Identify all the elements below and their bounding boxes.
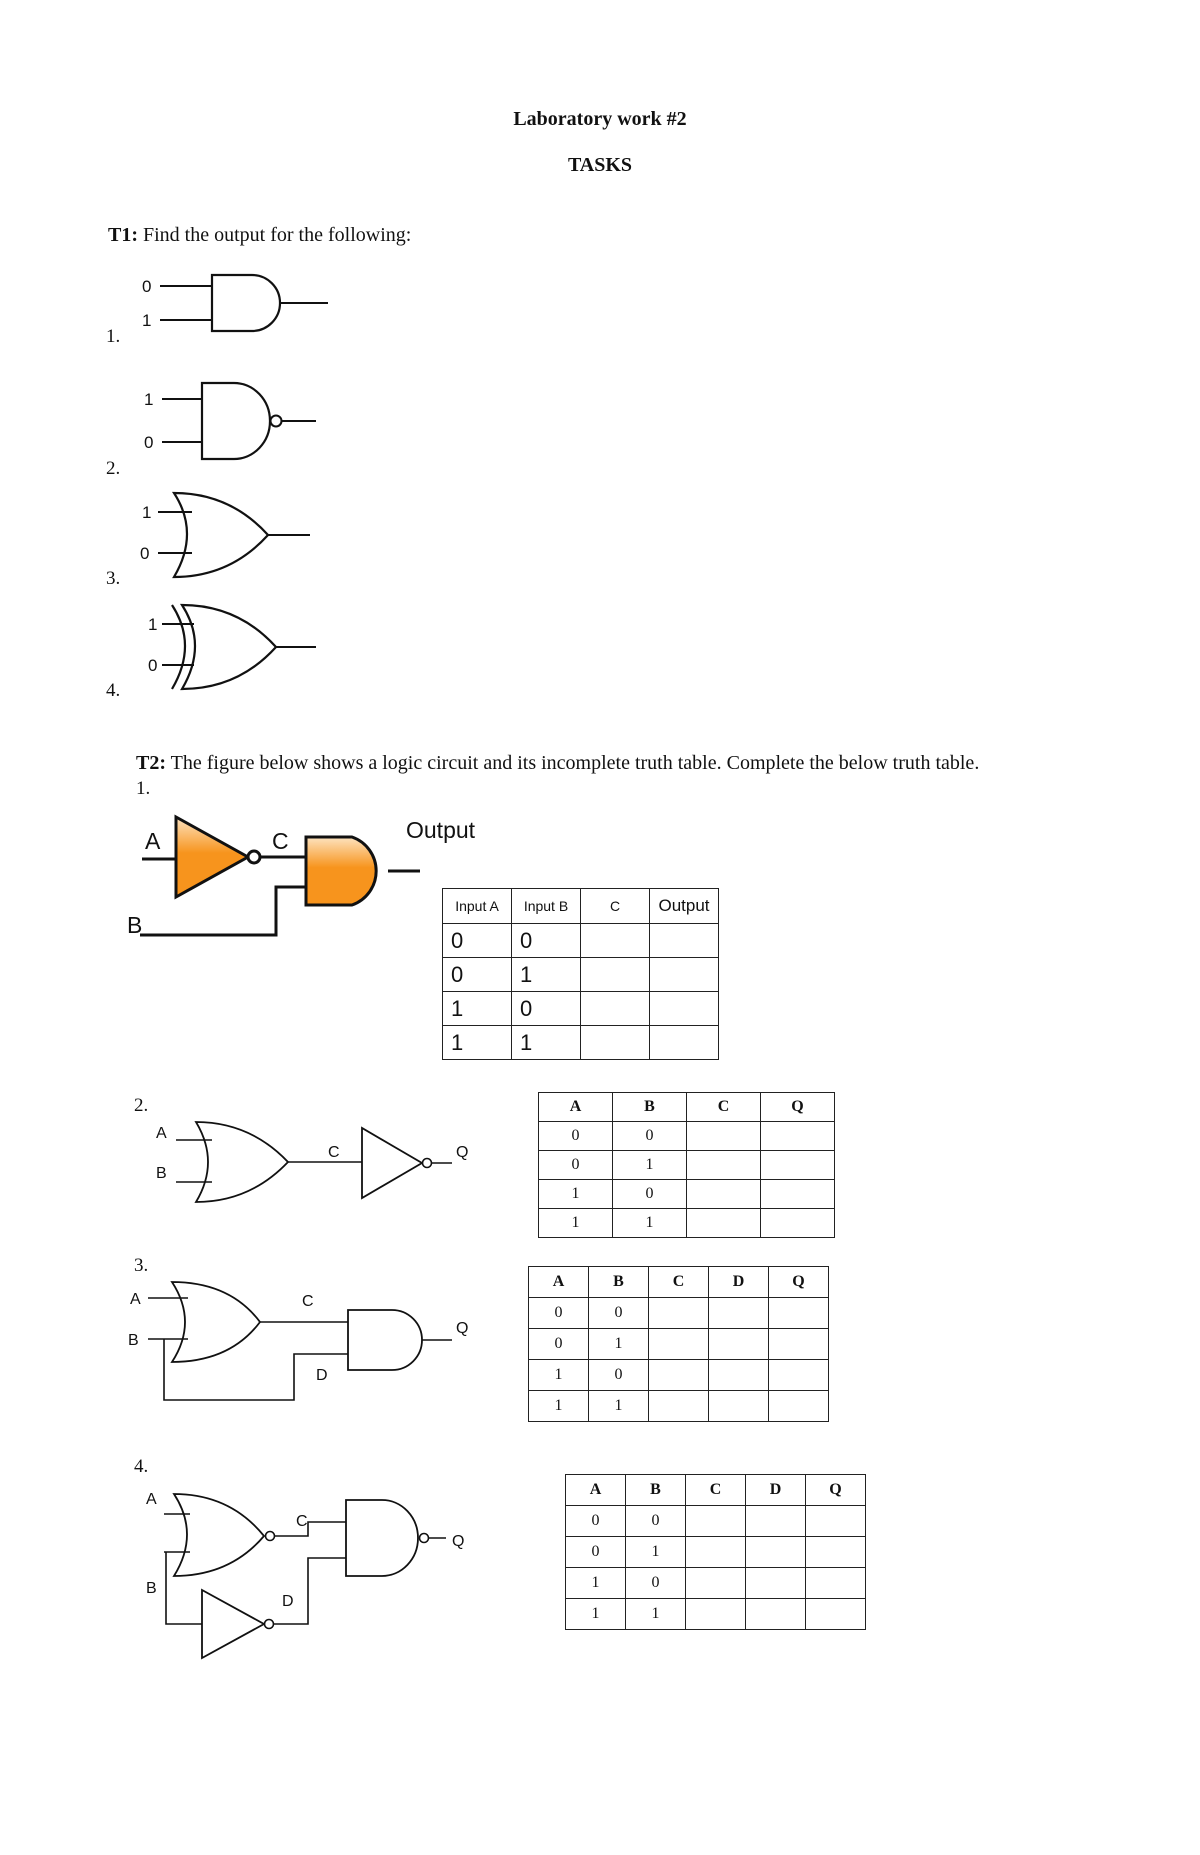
node-c-label: C: [302, 1293, 314, 1310]
table-cell: 0: [589, 1360, 649, 1391]
output-q-label: Q: [452, 1533, 465, 1550]
input-a-label: A: [156, 1125, 167, 1142]
page-title: Laboratory work #2: [513, 108, 687, 130]
answer-cell[interactable]: [769, 1329, 829, 1360]
answer-cell[interactable]: [761, 1151, 835, 1180]
answer-cell[interactable]: [761, 1209, 835, 1238]
t1-item-number: 4.: [106, 680, 121, 701]
answer-cell[interactable]: [687, 1180, 761, 1209]
and-gate-diagram: [130, 265, 340, 350]
input-a-label: A: [145, 828, 161, 854]
table-row: [539, 1122, 835, 1151]
truth-table-2: [538, 1092, 835, 1238]
xor-gate-diagram: [130, 597, 330, 697]
answer-cell[interactable]: [709, 1298, 769, 1329]
answer-cell[interactable]: [761, 1180, 835, 1209]
t2-text: The figure below shows a logic circuit and its incomplete truth table. Complete the below truth table.: [170, 752, 980, 774]
answer-cell[interactable]: [761, 1122, 835, 1151]
answer-cell[interactable]: [746, 1537, 806, 1568]
table-cell: 1: [626, 1537, 686, 1568]
gate-input-1: 0: [142, 277, 152, 296]
answer-cell[interactable]: [769, 1391, 829, 1422]
answer-cell[interactable]: [709, 1360, 769, 1391]
page-subtitle: TASKS: [567, 154, 633, 176]
answer-cell[interactable]: [581, 1026, 650, 1060]
nor-gate-symbol: [174, 1494, 264, 1576]
truth-table-4: [565, 1474, 866, 1630]
t1-label: T1:: [108, 224, 138, 246]
answer-cell[interactable]: [687, 1209, 761, 1238]
input-b-label: B: [128, 1332, 139, 1349]
answer-cell[interactable]: [649, 1391, 709, 1422]
table-header: Q: [761, 1093, 835, 1122]
table-header: C: [649, 1267, 709, 1298]
table-header: B: [589, 1267, 649, 1298]
answer-cell[interactable]: [769, 1360, 829, 1391]
node-c-label: C: [296, 1513, 308, 1530]
t2-item-number: 4.: [134, 1456, 149, 1477]
table-header: A: [539, 1093, 613, 1122]
table-cell: 0: [626, 1568, 686, 1599]
t2-item-number: 1.: [136, 778, 151, 799]
gate-input-1: 1: [148, 615, 158, 634]
table-cell: 1: [566, 1568, 626, 1599]
table-row: [529, 1329, 829, 1360]
answer-cell[interactable]: [709, 1391, 769, 1422]
and-gate-symbol: [348, 1310, 422, 1370]
output-label: Output: [406, 817, 476, 843]
table-cell: 0: [589, 1298, 649, 1329]
table-header: B: [613, 1093, 687, 1122]
t1-text: Find the output for the following:: [143, 224, 412, 246]
table-header: D: [709, 1267, 769, 1298]
input-b-label: B: [146, 1580, 157, 1597]
answer-cell[interactable]: [649, 1298, 709, 1329]
and-gate-symbol: [212, 275, 280, 331]
not-gate-symbol: [176, 817, 248, 897]
node-d-label: D: [282, 1593, 294, 1610]
gate-input-2: 1: [142, 311, 152, 330]
answer-cell[interactable]: [650, 992, 719, 1026]
t2-label: T2:: [136, 752, 166, 774]
table-cell: 0: [529, 1329, 589, 1360]
table-row: [443, 924, 719, 958]
table-header: C: [687, 1093, 761, 1122]
table-row: [566, 1599, 866, 1630]
table-cell: 1: [613, 1151, 687, 1180]
output-q-label: Q: [456, 1144, 469, 1161]
table-row: [566, 1537, 866, 1568]
answer-cell[interactable]: [686, 1568, 746, 1599]
table-header: Input B: [512, 889, 581, 924]
table-row: [443, 958, 719, 992]
circuit-2-diagram: [140, 1110, 480, 1210]
inversion-bubble-icon: [265, 1620, 274, 1629]
answer-cell[interactable]: [806, 1568, 866, 1599]
table-header: Q: [806, 1475, 866, 1506]
truth-table-3: [528, 1266, 829, 1422]
answer-cell[interactable]: [746, 1599, 806, 1630]
node-c-label: C: [328, 1144, 340, 1161]
nand-gate-symbol: [346, 1500, 418, 1576]
nand-gate-diagram: [130, 375, 330, 475]
table-header: B: [626, 1475, 686, 1506]
answer-cell[interactable]: [687, 1151, 761, 1180]
circuit-4-diagram: [130, 1480, 480, 1670]
table-cell: 0: [613, 1122, 687, 1151]
table-header: C: [686, 1475, 746, 1506]
table-cell: 0: [626, 1506, 686, 1537]
inversion-bubble-icon: [266, 1532, 275, 1541]
gate-input-1: 1: [144, 390, 154, 409]
table-header: Output: [650, 889, 719, 924]
answer-cell[interactable]: [649, 1360, 709, 1391]
node-d-label: D: [316, 1367, 328, 1384]
table-row: [529, 1391, 829, 1422]
answer-cell[interactable]: [649, 1329, 709, 1360]
gate-input-1: 1: [142, 503, 152, 522]
t2-item-number: 3.: [134, 1255, 149, 1276]
t2-item-number: 2.: [134, 1095, 149, 1116]
answer-cell[interactable]: [806, 1537, 866, 1568]
answer-cell[interactable]: [746, 1506, 806, 1537]
table-cell: 0: [529, 1298, 589, 1329]
gate-input-2: 0: [144, 433, 154, 452]
table-row: [566, 1506, 866, 1537]
t1-item-number: 1.: [106, 326, 121, 347]
truth-table-1: [442, 888, 719, 1060]
table-row: [539, 1151, 835, 1180]
table-cell: 0: [566, 1537, 626, 1568]
table-cell: 0: [539, 1151, 613, 1180]
answer-cell[interactable]: [769, 1298, 829, 1329]
answer-cell[interactable]: [806, 1506, 866, 1537]
table-header: Input A: [443, 889, 512, 924]
answer-cell[interactable]: [686, 1506, 746, 1537]
and-gate-symbol: [306, 837, 376, 905]
table-cell: 0: [443, 924, 512, 958]
t1-item-number: 3.: [106, 568, 121, 589]
answer-cell[interactable]: [650, 958, 719, 992]
table-row: [566, 1568, 866, 1599]
t1-item-number: 2.: [106, 458, 121, 479]
table-cell: 1: [626, 1599, 686, 1630]
answer-cell[interactable]: [686, 1599, 746, 1630]
inversion-bubble-icon: [423, 1159, 432, 1168]
answer-cell[interactable]: [650, 1026, 719, 1060]
answer-cell[interactable]: [581, 992, 650, 1026]
table-row: [539, 1209, 835, 1238]
table-cell: 1: [589, 1329, 649, 1360]
table-cell: 0: [512, 992, 581, 1026]
table-header: C: [581, 889, 650, 924]
answer-cell[interactable]: [746, 1568, 806, 1599]
table-cell: 0: [613, 1180, 687, 1209]
table-cell: 1: [539, 1209, 613, 1238]
table-row: [529, 1360, 829, 1391]
answer-cell[interactable]: [581, 958, 650, 992]
t2-heading: [136, 752, 979, 775]
table-header: A: [529, 1267, 589, 1298]
gate-input-2: 0: [148, 656, 158, 675]
table-cell: 0: [566, 1506, 626, 1537]
table-row: [443, 992, 719, 1026]
answer-cell[interactable]: [806, 1599, 866, 1630]
table-cell: 1: [443, 992, 512, 1026]
table-cell: 0: [443, 958, 512, 992]
or-gate-symbol: [172, 1282, 260, 1362]
table-row: [529, 1298, 829, 1329]
or-gate-symbol: [196, 1122, 288, 1202]
table-row: [443, 1026, 719, 1060]
table-cell: 1: [613, 1209, 687, 1238]
node-c-label: C: [272, 828, 289, 854]
not-gate-symbol: [202, 1590, 264, 1658]
answer-cell[interactable]: [709, 1329, 769, 1360]
not-gate-symbol: [362, 1128, 422, 1198]
input-a-label: A: [130, 1291, 141, 1308]
t1-heading: [108, 224, 411, 247]
input-b-label: B: [127, 912, 143, 938]
table-cell: 1: [512, 1026, 581, 1060]
or-gate-diagram: [130, 485, 330, 585]
circuit-3-diagram: [120, 1276, 480, 1416]
input-b-label: B: [156, 1165, 167, 1182]
table-cell: 1: [566, 1599, 626, 1630]
table-header: Q: [769, 1267, 829, 1298]
answer-cell[interactable]: [687, 1122, 761, 1151]
table-cell: 1: [443, 1026, 512, 1060]
answer-cell[interactable]: [686, 1537, 746, 1568]
table-header: D: [746, 1475, 806, 1506]
input-a-label: A: [146, 1491, 157, 1508]
inversion-bubble-icon: [420, 1534, 429, 1543]
xor-gate-symbol: [182, 605, 276, 689]
table-cell: 0: [512, 924, 581, 958]
table-cell: 1: [512, 958, 581, 992]
nand-gate-symbol: [202, 383, 270, 459]
table-cell: 1: [529, 1391, 589, 1422]
or-gate-symbol: [174, 493, 268, 577]
table-cell: 0: [539, 1122, 613, 1151]
table-header: A: [566, 1475, 626, 1506]
table-cell: 1: [589, 1391, 649, 1422]
inversion-bubble-icon: [271, 416, 282, 427]
inversion-bubble-icon: [248, 851, 260, 863]
table-cell: 1: [529, 1360, 589, 1391]
answer-cell[interactable]: [581, 924, 650, 958]
table-cell: 1: [539, 1180, 613, 1209]
gate-input-2: 0: [140, 544, 150, 563]
table-row: [539, 1180, 835, 1209]
answer-cell[interactable]: [650, 924, 719, 958]
output-q-label: Q: [456, 1320, 469, 1337]
